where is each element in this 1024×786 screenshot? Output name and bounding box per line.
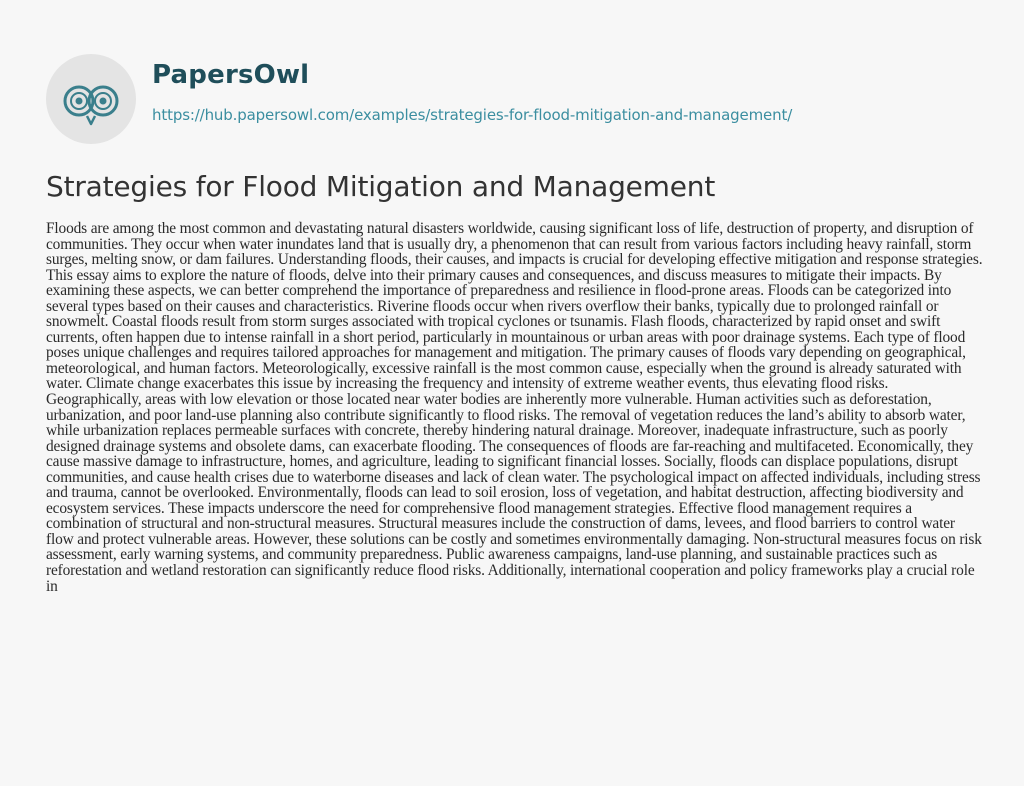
- owl-logo-icon: [46, 54, 136, 144]
- article-body: Floods are among the most common and devastating natural disasters worldwide, causing significant loss of life, destruction of property, and disruption of communities. They occur when water inundates land that is usually dry, a phenomenon that can result from various factors including heavy rainfall, storm surges, melting snow, or dam failures. Understanding floods, their causes, and impacts is crucial for developing effective mitigation and response strategies. This essay aims to explore the nature of floods, delve into their primary causes and consequences, and discuss measures to mitigate their impacts. By examining these aspects, we can better comprehend the importance of preparedness and resilience in flood-prone areas. Floods can be categorized into several types based on their causes and characteristics. Riverine floods occur when rivers overflow their banks, typically due to prolonged rainfall or snowmelt. Coastal floods result from storm surges associated with tropical cyclones or tsunamis. Flash floods, characterized by rapid onset and swift currents, often happen due to intense rainfall in a short period, particularly in mountainous or urban areas with poor drainage systems. Each type of flood poses unique challenges and requires tailored approaches for management and mitigation. The primary causes of floods vary depending on geographical, meteorological, and human factors. Meteorologically, excessive rainfall is the most common cause, especially when the ground is already saturated with water. Climate change exacerbates this issue by increasing the frequency and intensity of extreme weather events, thus elevating flood risks. Geographically, areas with low elevation or those located near water bodies are inherently more vulnerable. Human activities such as deforestation, urbanization, and poor land-use planning also contribute significantly to flood risks. The removal of vegetation reduces the land’s ability to absorb water, while urbanization replaces permeable surfaces with concrete, thereby hindering natural drainage. Moreover, inadequate infrastructure, such as poorly designed drainage systems and obsolete dams, can exacerbate flooding. The consequences of floods are far-reaching and multifaceted. Economically, they cause massive damage to infrastructure, homes, and agriculture, leading to significant financial losses. Socially, floods can displace populations, disrupt communities, and cause health crises due to waterborne diseases and lack of clean water. The psychological impact on affected individuals, including stress and trauma, cannot be overlooked. Environmentally, floods can lead to soil erosion, loss of vegetation, and habitat destruction, affecting biodiversity and ecosystem services. These impacts underscore the need for comprehensive flood management strategies. Effective flood management requires a combination of structural and non-structural measures. Structural measures include the construction of dams, levees, and flood barriers to control water flow and protect vulnerable areas. However, these solutions can be costly and sometimes environmentally damaging. Non-structural measures focus on risk assessment, early warning systems, and community preparedness. Public awareness campaigns, land-use planning, and sustainable practices such as reforestation and wetland restoration can significantly reduce flood risks. Additionally, international cooperation and policy frameworks play a crucial role in: [46, 220, 983, 595]
- source-url-link[interactable]: https://hub.papersowl.com/examples/strategies-for-flood-mitigation-and-management/: [152, 106, 793, 124]
- site-header: [46, 54, 976, 144]
- page-title: Strategies for Flood Mitigation and Management: [46, 170, 716, 203]
- brand-name: PapersOwl: [152, 60, 310, 90]
